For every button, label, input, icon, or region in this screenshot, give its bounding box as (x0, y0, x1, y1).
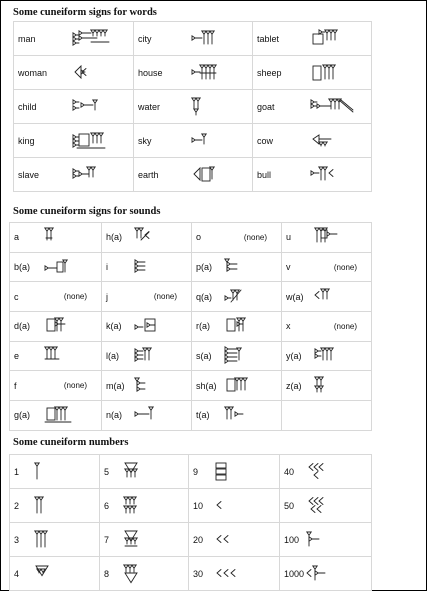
sign-glyph (133, 256, 179, 278)
words-row (14, 90, 372, 124)
words-cell (134, 22, 253, 56)
sign-glyph (213, 461, 259, 483)
sign-label: house (138, 67, 163, 78)
sign-glyph (223, 286, 269, 308)
numbers-row (10, 455, 372, 489)
sign-label: c (14, 291, 19, 302)
numbers-cell (10, 489, 100, 523)
sign-glyph (71, 164, 117, 186)
sign-glyph (309, 164, 355, 186)
cuneiform-sign-ta-icon (223, 404, 269, 426)
cuneiform-sign-tablet-icon (309, 28, 355, 50)
sign-label: x (286, 321, 291, 332)
cuneiform-sign-pa-icon (223, 256, 269, 278)
sign-label: 6 (104, 500, 110, 511)
sign-label: 40 (284, 466, 295, 477)
cuneiform-sign-ha-icon (133, 226, 179, 248)
sounds-cell (282, 282, 372, 312)
sign-label: l(a) (106, 351, 119, 362)
sounds-cell (192, 252, 282, 282)
sign-label: child (18, 101, 37, 112)
sounds-cell (192, 282, 282, 312)
sign-label: p(a) (196, 262, 213, 273)
cuneiform-sign-ra-icon (223, 315, 269, 337)
sign-label: g(a) (14, 410, 31, 421)
sounds-row (10, 371, 372, 401)
sounds-cell (102, 401, 192, 431)
sign-glyph (223, 404, 269, 426)
sign-label: 10 (193, 500, 204, 511)
sign-glyph (133, 345, 179, 367)
sign-glyph (43, 256, 89, 278)
sign-label: 2 (14, 500, 20, 511)
sign-glyph (71, 96, 117, 118)
words-row (14, 22, 372, 56)
words-cell (253, 158, 372, 192)
sign-label: i (106, 262, 108, 273)
no-sign-text: (none) (243, 232, 267, 242)
sounds-cell (102, 341, 192, 371)
cuneiform-sign-bull-icon (309, 164, 355, 186)
words-table (13, 21, 372, 192)
cuneiform-sign-ma-icon (133, 375, 179, 397)
words-cell (253, 56, 372, 90)
cuneiform-sign-na-icon (133, 404, 179, 426)
sign-label: k(a) (106, 321, 122, 332)
sounds-cell (10, 341, 102, 371)
sounds-table (9, 222, 372, 431)
cuneiform-sign-woman-icon (71, 62, 117, 84)
sign-glyph (223, 375, 269, 397)
sounds-heading: Some cuneiform signs for sounds (13, 206, 161, 217)
words-row (14, 56, 372, 90)
words-cell (134, 158, 253, 192)
sign-label: z(a) (286, 380, 302, 391)
sounds-cell (192, 223, 282, 253)
sounds-cell (102, 282, 192, 312)
cuneiform-sign-n9-icon (213, 461, 259, 483)
sign-label: 4 (14, 568, 20, 579)
sign-label: cow (257, 135, 274, 146)
numbers-cell (189, 455, 280, 489)
sign-glyph (133, 375, 179, 397)
numbers-cell (280, 455, 372, 489)
sounds-row (10, 282, 372, 312)
numbers-cell (280, 523, 372, 557)
sign-label: d(a) (14, 321, 31, 332)
words-row (14, 158, 372, 192)
cuneiform-sign-ya-icon (313, 345, 359, 367)
sign-label: 3 (14, 534, 20, 545)
sounds-row (10, 252, 372, 282)
sounds-cell (10, 282, 102, 312)
no-sign-text: (none) (63, 381, 87, 391)
sign-glyph (223, 315, 269, 337)
sounds-cell (192, 341, 282, 371)
cuneiform-sign-n100-icon (305, 529, 351, 551)
no-sign-text: (none) (153, 292, 177, 302)
sounds-row (10, 401, 372, 431)
numbers-row (10, 557, 372, 591)
words-cell (14, 158, 134, 192)
sign-label: e (14, 351, 20, 362)
sign-glyph (213, 495, 259, 517)
sign-glyph (190, 96, 236, 118)
cuneiform-sign-wa-icon (313, 286, 359, 308)
sounds-cell (282, 371, 372, 401)
sign-glyph (71, 130, 117, 152)
sign-label: 50 (284, 500, 295, 511)
sounds-cell (282, 252, 372, 282)
sign-label: j (106, 291, 108, 302)
sign-glyph (305, 529, 351, 551)
cuneiform-sign-n6-icon (122, 495, 168, 517)
sign-label: y(a) (286, 351, 302, 362)
cuneiform-sign-n10-icon (213, 495, 259, 517)
cuneiform-sign-child-icon (71, 96, 117, 118)
sign-label: 1000 (284, 568, 305, 579)
sign-label: 100 (284, 534, 300, 545)
cuneiform-sign-ka-icon (133, 315, 179, 337)
words-cell (14, 56, 134, 90)
words-row (14, 124, 372, 158)
numbers-cell (100, 489, 189, 523)
sounds-row (10, 341, 372, 371)
sounds-row (10, 223, 372, 253)
sign-label: goat (257, 101, 275, 112)
sign-label: city (138, 33, 152, 44)
cuneiform-sign-ba-icon (43, 256, 89, 278)
sign-label: tablet (257, 33, 280, 44)
sign-glyph (33, 461, 79, 483)
cuneiform-sign-sky-icon (190, 130, 236, 152)
sign-glyph (213, 563, 259, 585)
sign-glyph (190, 130, 236, 152)
sign-label: n(a) (106, 410, 123, 421)
sounds-cell (192, 371, 282, 401)
numbers-cell (280, 489, 372, 523)
numbers-cell (10, 557, 100, 591)
sounds-row (10, 312, 372, 342)
sign-label: sh(a) (196, 380, 217, 391)
words-cell (14, 22, 134, 56)
sounds-cell (282, 401, 372, 431)
sign-label: 20 (193, 534, 204, 545)
cuneiform-sign-n5-icon (122, 461, 168, 483)
sign-glyph (305, 495, 351, 517)
sign-glyph (213, 529, 259, 551)
cuneiform-sign-u-icon (313, 226, 359, 248)
sign-label: b(a) (14, 262, 31, 273)
cuneiform-sign-za-icon (313, 375, 359, 397)
cuneiform-sign-sa-icon (223, 345, 269, 367)
sign-label: t(a) (196, 410, 210, 421)
sign-glyph (133, 315, 179, 337)
cuneiform-sign-e-icon (43, 345, 89, 367)
sign-glyph (71, 28, 117, 50)
numbers-cell (280, 557, 372, 591)
cuneiform-sign-n1000-icon (305, 563, 351, 585)
no-sign-text: (none) (333, 321, 357, 331)
no-sign-text: (none) (333, 262, 357, 272)
sign-glyph (122, 461, 168, 483)
sign-glyph (133, 226, 179, 248)
cuneiform-sign-city-icon (190, 28, 236, 50)
words-cell (253, 124, 372, 158)
sign-label: bull (257, 169, 272, 180)
cuneiform-sign-man-icon (71, 28, 117, 50)
sign-glyph (223, 256, 269, 278)
sign-label: a (14, 232, 20, 243)
sign-glyph (190, 28, 236, 50)
sign-glyph (313, 286, 359, 308)
sign-glyph (313, 345, 359, 367)
numbers-cell (100, 557, 189, 591)
cuneiform-sign-sha-icon (223, 375, 269, 397)
cuneiform-sign-house-icon (190, 62, 236, 84)
cuneiform-sign-n4-icon (33, 563, 79, 585)
sign-label: water (138, 101, 161, 112)
numbers-table (9, 454, 372, 591)
sign-label: 30 (193, 568, 204, 579)
sounds-cell (10, 401, 102, 431)
sign-glyph (43, 226, 89, 248)
sign-glyph (122, 563, 168, 585)
sounds-cell (192, 312, 282, 342)
cuneiform-sign-king-icon (71, 130, 117, 152)
sounds-cell (10, 223, 102, 253)
cuneiform-sign-ga-icon (43, 404, 89, 426)
cuneiform-sign-sheep-icon (309, 62, 355, 84)
sign-label: sheep (257, 67, 282, 78)
sign-glyph (190, 164, 236, 186)
sounds-cell (102, 312, 192, 342)
sign-glyph (33, 529, 79, 551)
cuneiform-sign-n1-icon (33, 461, 79, 483)
sign-label: 8 (104, 568, 110, 579)
numbers-row (10, 489, 372, 523)
sign-label: m(a) (106, 380, 125, 391)
sign-label: 9 (193, 466, 199, 477)
sign-label: 1 (14, 466, 20, 477)
sounds-cell (10, 312, 102, 342)
numbers-cell (189, 489, 280, 523)
sign-label: u (286, 232, 292, 243)
cuneiform-sign-da-icon (43, 315, 89, 337)
sign-label: 7 (104, 534, 110, 545)
sounds-cell (10, 252, 102, 282)
sign-glyph (309, 62, 355, 84)
numbers-cell (189, 557, 280, 591)
sign-label: h(a) (106, 232, 123, 243)
cuneiform-sign-n7-icon (122, 529, 168, 551)
cuneiform-sign-i-icon (133, 256, 179, 278)
sign-label: king (18, 135, 35, 146)
cuneiform-sign-n40-icon (305, 461, 351, 483)
words-cell (134, 90, 253, 124)
numbers-cell (100, 523, 189, 557)
sign-glyph (122, 495, 168, 517)
words-cell (253, 22, 372, 56)
cuneiform-sign-cow-icon (309, 130, 355, 152)
numbers-cell (100, 455, 189, 489)
sign-glyph (223, 345, 269, 367)
words-heading: Some cuneiform signs for words (13, 7, 157, 18)
sign-label: f (14, 380, 17, 391)
sign-label: slave (18, 169, 40, 180)
cuneiform-sign-n30-icon (213, 563, 259, 585)
sign-glyph (43, 404, 89, 426)
sounds-cell (192, 401, 282, 431)
cuneiform-sign-a-icon (43, 226, 89, 248)
sign-glyph (43, 345, 89, 367)
cuneiform-sign-goat-icon (309, 96, 355, 118)
cuneiform-sign-n50-icon (305, 495, 351, 517)
sign-glyph (305, 461, 351, 483)
sign-glyph (133, 404, 179, 426)
sign-label: man (18, 33, 36, 44)
words-cell (14, 90, 134, 124)
sounds-cell (102, 223, 192, 253)
sign-glyph (309, 96, 355, 118)
sign-label: q(a) (196, 291, 213, 302)
sounds-cell (102, 252, 192, 282)
sign-label: woman (18, 67, 48, 78)
sign-label: o (196, 232, 202, 243)
words-cell (14, 124, 134, 158)
sign-label: sky (138, 135, 152, 146)
sign-glyph (190, 62, 236, 84)
cuneiform-sign-la-icon (133, 345, 179, 367)
words-cell (134, 56, 253, 90)
sounds-cell (282, 341, 372, 371)
sign-label: 5 (104, 466, 110, 477)
cuneiform-sign-n2-icon (33, 495, 79, 517)
numbers-heading: Some cuneiform numbers (13, 437, 129, 448)
cuneiform-sign-earth-icon (190, 164, 236, 186)
sign-label: earth (138, 169, 159, 180)
cuneiform-sign-n8-icon (122, 563, 168, 585)
sign-glyph (305, 563, 351, 585)
sign-glyph (71, 62, 117, 84)
sign-glyph (313, 226, 359, 248)
cuneiform-sign-water-icon (190, 96, 236, 118)
sign-label: r(a) (196, 321, 210, 332)
sign-label: w(a) (286, 291, 304, 302)
sounds-cell (282, 312, 372, 342)
sign-label: s(a) (196, 351, 212, 362)
sign-glyph (33, 563, 79, 585)
words-cell (253, 90, 372, 124)
sounds-cell (10, 371, 102, 401)
sign-glyph (43, 315, 89, 337)
no-sign-text: (none) (63, 292, 87, 302)
cuneiform-sign-n3-icon (33, 529, 79, 551)
sign-glyph (122, 529, 168, 551)
numbers-cell (10, 455, 100, 489)
cuneiform-sign-slave-icon (71, 164, 117, 186)
sign-glyph (309, 28, 355, 50)
sign-glyph (309, 130, 355, 152)
cuneiform-sign-n20-icon (213, 529, 259, 551)
sounds-cell (102, 371, 192, 401)
numbers-row (10, 523, 372, 557)
sounds-cell (282, 223, 372, 253)
cuneiform-sign-qa-icon (223, 286, 269, 308)
words-cell (134, 124, 253, 158)
numbers-cell (10, 523, 100, 557)
numbers-cell (189, 523, 280, 557)
sign-glyph (33, 495, 79, 517)
sign-glyph (313, 375, 359, 397)
sign-label: v (286, 262, 291, 273)
